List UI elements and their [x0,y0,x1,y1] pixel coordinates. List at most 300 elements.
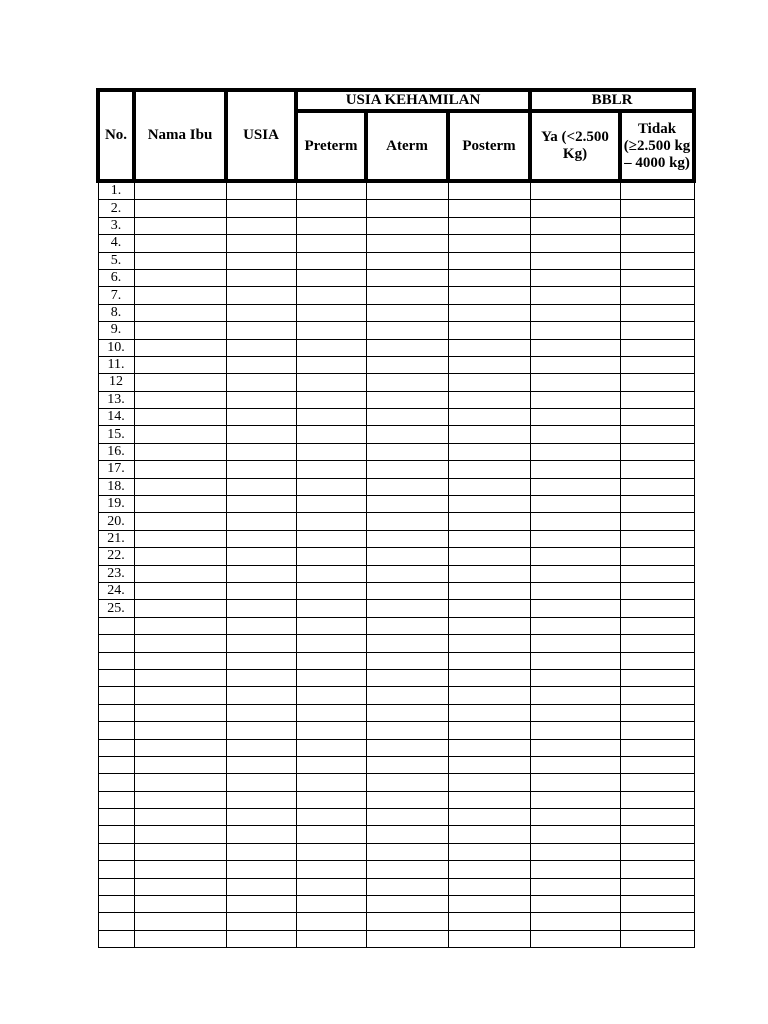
table-cell[interactable] [366,217,448,234]
table-cell[interactable] [366,565,448,582]
table-cell[interactable] [620,617,694,634]
table-cell[interactable] [366,356,448,373]
table-cell[interactable] [134,374,226,391]
table-cell[interactable] [134,356,226,373]
table-cell[interactable] [366,687,448,704]
table-cell[interactable] [620,513,694,530]
table-cell[interactable] [366,930,448,947]
table-cell[interactable] [226,687,296,704]
table-cell[interactable] [226,252,296,269]
table-cell[interactable] [620,635,694,652]
table-cell[interactable] [226,478,296,495]
table-cell[interactable] [134,669,226,686]
table-cell[interactable] [620,217,694,234]
table-cell[interactable] [620,756,694,773]
table-cell[interactable] [530,913,620,930]
table-cell[interactable] [620,843,694,860]
table-cell[interactable] [296,530,366,547]
table-cell[interactable] [134,513,226,530]
table-cell[interactable] [134,722,226,739]
table-cell[interactable] [620,652,694,669]
table-cell[interactable] [134,756,226,773]
table-cell[interactable] [134,861,226,878]
table-cell[interactable] [530,739,620,756]
table-cell[interactable] [226,722,296,739]
table-cell[interactable] [226,304,296,321]
table-cell[interactable] [226,756,296,773]
table-cell[interactable] [530,687,620,704]
table-cell[interactable] [530,635,620,652]
table-cell[interactable] [366,513,448,530]
table-cell[interactable] [620,687,694,704]
table-cell[interactable] [366,391,448,408]
table-cell[interactable] [620,478,694,495]
table-cell[interactable] [620,252,694,269]
table-cell[interactable] [226,565,296,582]
table-cell[interactable] [448,530,530,547]
table-cell[interactable] [448,304,530,321]
table-cell[interactable] [296,669,366,686]
table-cell[interactable] [530,200,620,217]
table-cell[interactable] [620,496,694,513]
table-cell[interactable] [296,181,366,200]
table-cell[interactable] [530,496,620,513]
table-cell[interactable] [296,635,366,652]
table-cell[interactable] [296,409,366,426]
table-cell[interactable] [296,235,366,252]
table-cell[interactable] [530,896,620,913]
table-cell[interactable] [448,669,530,686]
table-cell[interactable] [296,896,366,913]
table-cell[interactable] [620,861,694,878]
table-cell[interactable] [226,843,296,860]
table-cell[interactable] [530,774,620,791]
table-cell[interactable] [448,181,530,200]
table-cell[interactable] [296,617,366,634]
table-cell[interactable] [366,426,448,443]
table-cell[interactable] [530,582,620,599]
table-cell[interactable] [226,443,296,460]
table-cell[interactable] [620,356,694,373]
table-cell[interactable] [448,878,530,895]
table-cell[interactable] [448,809,530,826]
table-cell[interactable] [448,339,530,356]
table-cell[interactable] [134,287,226,304]
table-cell[interactable] [296,861,366,878]
table-cell[interactable] [296,461,366,478]
table-cell[interactable] [226,617,296,634]
table-cell[interactable] [620,287,694,304]
table-cell[interactable] [226,287,296,304]
table-cell[interactable] [134,443,226,460]
table-cell[interactable] [134,791,226,808]
table-cell[interactable] [366,181,448,200]
table-cell[interactable] [296,687,366,704]
table-cell[interactable] [530,339,620,356]
table-cell[interactable] [296,600,366,617]
table-cell[interactable] [530,652,620,669]
table-cell[interactable] [366,878,448,895]
table-cell[interactable] [226,530,296,547]
table-cell[interactable] [620,322,694,339]
table-cell[interactable] [448,791,530,808]
table-cell[interactable] [448,478,530,495]
table-cell[interactable] [296,443,366,460]
table-cell[interactable] [448,269,530,286]
table-cell[interactable] [620,269,694,286]
table-cell[interactable] [530,843,620,860]
table-cell[interactable] [530,426,620,443]
table-cell[interactable] [530,391,620,408]
table-cell[interactable] [448,600,530,617]
table-cell[interactable] [226,322,296,339]
table-cell[interactable] [530,826,620,843]
table-cell[interactable] [226,496,296,513]
table-cell[interactable] [296,565,366,582]
table-cell[interactable] [366,913,448,930]
table-cell[interactable] [530,513,620,530]
table-cell[interactable] [134,496,226,513]
table-cell[interactable] [366,478,448,495]
table-cell[interactable] [296,774,366,791]
table-cell[interactable] [296,478,366,495]
table-cell[interactable] [448,565,530,582]
table-cell[interactable] [226,878,296,895]
table-cell[interactable] [296,826,366,843]
table-cell[interactable] [296,322,366,339]
table-cell[interactable] [448,252,530,269]
table-cell[interactable] [226,635,296,652]
table-cell[interactable] [620,200,694,217]
table-cell[interactable] [226,217,296,234]
table-cell[interactable] [448,235,530,252]
table-cell[interactable] [134,181,226,200]
table-cell[interactable] [620,409,694,426]
table-cell[interactable] [448,461,530,478]
table-cell[interactable] [226,652,296,669]
table-cell[interactable] [366,722,448,739]
table-cell[interactable] [134,617,226,634]
table-cell[interactable] [366,339,448,356]
table-cell[interactable] [366,496,448,513]
table-cell[interactable] [296,930,366,947]
table-cell[interactable] [296,809,366,826]
table-cell[interactable] [620,826,694,843]
table-cell[interactable] [366,252,448,269]
table-cell[interactable] [366,600,448,617]
table-cell[interactable] [296,304,366,321]
table-cell[interactable] [366,374,448,391]
table-cell[interactable] [448,409,530,426]
table-cell[interactable] [530,669,620,686]
table-cell[interactable] [296,878,366,895]
table-cell[interactable] [448,287,530,304]
table-cell[interactable] [530,252,620,269]
table-cell[interactable] [226,600,296,617]
table-cell[interactable] [530,461,620,478]
table-cell[interactable] [134,896,226,913]
table-cell[interactable] [134,826,226,843]
table-cell[interactable] [134,774,226,791]
table-cell[interactable] [134,878,226,895]
table-cell[interactable] [448,739,530,756]
table-cell[interactable] [134,582,226,599]
table-cell[interactable] [134,635,226,652]
table-cell[interactable] [134,548,226,565]
table-cell[interactable] [296,652,366,669]
table-cell[interactable] [530,217,620,234]
table-cell[interactable] [134,704,226,721]
table-cell[interactable] [448,913,530,930]
table-cell[interactable] [134,426,226,443]
table-cell[interactable] [530,374,620,391]
table-cell[interactable] [226,339,296,356]
table-cell[interactable] [226,391,296,408]
table-cell[interactable] [296,843,366,860]
table-cell[interactable] [296,756,366,773]
table-cell[interactable] [134,913,226,930]
table-cell[interactable] [366,652,448,669]
table-cell[interactable] [226,181,296,200]
table-cell[interactable] [226,896,296,913]
table-cell[interactable] [448,617,530,634]
table-cell[interactable] [134,478,226,495]
table-cell[interactable] [296,582,366,599]
table-cell[interactable] [530,617,620,634]
table-cell[interactable] [226,809,296,826]
table-cell[interactable] [620,582,694,599]
table-cell[interactable] [296,791,366,808]
table-cell[interactable] [448,582,530,599]
table-cell[interactable] [366,826,448,843]
table-cell[interactable] [134,843,226,860]
table-cell[interactable] [448,756,530,773]
table-cell[interactable] [620,374,694,391]
table-cell[interactable] [226,704,296,721]
table-cell[interactable] [620,774,694,791]
table-cell[interactable] [448,513,530,530]
table-cell[interactable] [448,930,530,947]
table-cell[interactable] [620,565,694,582]
table-cell[interactable] [296,391,366,408]
table-cell[interactable] [448,774,530,791]
table-cell[interactable] [620,443,694,460]
table-cell[interactable] [448,704,530,721]
table-cell[interactable] [530,809,620,826]
table-cell[interactable] [620,896,694,913]
table-cell[interactable] [448,687,530,704]
table-cell[interactable] [226,409,296,426]
table-cell[interactable] [134,252,226,269]
table-cell[interactable] [366,200,448,217]
table-cell[interactable] [448,217,530,234]
table-cell[interactable] [134,530,226,547]
table-cell[interactable] [296,704,366,721]
table-cell[interactable] [448,391,530,408]
table-cell[interactable] [134,930,226,947]
table-cell[interactable] [366,843,448,860]
table-cell[interactable] [620,304,694,321]
table-cell[interactable] [366,461,448,478]
table-cell[interactable] [530,322,620,339]
table-cell[interactable] [296,356,366,373]
table-cell[interactable] [620,739,694,756]
table-cell[interactable] [226,461,296,478]
table-cell[interactable] [226,913,296,930]
table-cell[interactable] [530,269,620,286]
table-cell[interactable] [226,513,296,530]
table-cell[interactable] [530,878,620,895]
table-cell[interactable] [134,687,226,704]
table-cell[interactable] [530,530,620,547]
table-cell[interactable] [530,704,620,721]
table-cell[interactable] [226,582,296,599]
table-cell[interactable] [134,269,226,286]
table-cell[interactable] [530,443,620,460]
table-cell[interactable] [226,739,296,756]
table-cell[interactable] [296,252,366,269]
table-cell[interactable] [530,478,620,495]
table-cell[interactable] [226,826,296,843]
table-cell[interactable] [366,756,448,773]
table-cell[interactable] [530,756,620,773]
table-cell[interactable] [296,496,366,513]
table-cell[interactable] [530,722,620,739]
table-cell[interactable] [366,635,448,652]
table-cell[interactable] [530,409,620,426]
table-cell[interactable] [448,200,530,217]
table-cell[interactable] [620,704,694,721]
table-cell[interactable] [620,391,694,408]
table-cell[interactable] [134,200,226,217]
table-cell[interactable] [366,617,448,634]
table-cell[interactable] [620,791,694,808]
table-cell[interactable] [296,217,366,234]
table-cell[interactable] [530,930,620,947]
table-cell[interactable] [366,304,448,321]
table-cell[interactable] [226,791,296,808]
table-cell[interactable] [448,843,530,860]
table-cell[interactable] [620,878,694,895]
table-cell[interactable] [448,826,530,843]
table-cell[interactable] [296,913,366,930]
table-cell[interactable] [134,600,226,617]
table-cell[interactable] [448,496,530,513]
table-cell[interactable] [366,235,448,252]
table-cell[interactable] [448,652,530,669]
table-cell[interactable] [448,896,530,913]
table-cell[interactable] [226,356,296,373]
table-cell[interactable] [620,809,694,826]
table-cell[interactable] [296,269,366,286]
table-cell[interactable] [366,409,448,426]
table-cell[interactable] [448,635,530,652]
table-cell[interactable] [530,548,620,565]
table-cell[interactable] [296,339,366,356]
table-cell[interactable] [296,722,366,739]
table-cell[interactable] [134,409,226,426]
table-cell[interactable] [366,548,448,565]
table-cell[interactable] [296,548,366,565]
table-cell[interactable] [620,548,694,565]
table-cell[interactable] [134,391,226,408]
table-cell[interactable] [530,791,620,808]
table-cell[interactable] [620,530,694,547]
table-cell[interactable] [620,930,694,947]
table-cell[interactable] [530,181,620,200]
table-cell[interactable] [448,356,530,373]
table-cell[interactable] [366,739,448,756]
table-cell[interactable] [448,722,530,739]
table-cell[interactable] [296,739,366,756]
table-cell[interactable] [134,565,226,582]
table-cell[interactable] [366,269,448,286]
table-cell[interactable] [620,181,694,200]
table-cell[interactable] [530,861,620,878]
table-cell[interactable] [530,235,620,252]
table-cell[interactable] [366,530,448,547]
table-cell[interactable] [226,861,296,878]
table-cell[interactable] [134,652,226,669]
table-cell[interactable] [448,374,530,391]
table-cell[interactable] [366,704,448,721]
table-cell[interactable] [620,339,694,356]
table-cell[interactable] [448,861,530,878]
table-cell[interactable] [226,374,296,391]
table-cell[interactable] [296,374,366,391]
table-cell[interactable] [620,913,694,930]
table-cell[interactable] [366,443,448,460]
table-cell[interactable] [366,896,448,913]
table-cell[interactable] [620,600,694,617]
table-cell[interactable] [296,200,366,217]
table-cell[interactable] [448,322,530,339]
table-cell[interactable] [530,287,620,304]
table-cell[interactable] [530,565,620,582]
table-cell[interactable] [296,426,366,443]
table-cell[interactable] [620,235,694,252]
table-cell[interactable] [530,600,620,617]
table-cell[interactable] [296,287,366,304]
table-cell[interactable] [620,461,694,478]
table-cell[interactable] [296,513,366,530]
table-cell[interactable] [366,669,448,686]
table-cell[interactable] [134,809,226,826]
table-cell[interactable] [134,739,226,756]
table-cell[interactable] [134,322,226,339]
table-cell[interactable] [226,269,296,286]
table-cell[interactable] [366,809,448,826]
table-cell[interactable] [366,791,448,808]
table-cell[interactable] [620,722,694,739]
table-cell[interactable] [226,200,296,217]
table-cell[interactable] [448,548,530,565]
table-cell[interactable] [620,669,694,686]
table-cell[interactable] [134,304,226,321]
table-cell[interactable] [134,461,226,478]
table-cell[interactable] [448,426,530,443]
table-cell[interactable] [366,322,448,339]
table-cell[interactable] [366,774,448,791]
table-cell[interactable] [530,304,620,321]
table-cell[interactable] [366,582,448,599]
table-cell[interactable] [448,443,530,460]
table-cell[interactable] [366,287,448,304]
table-cell[interactable] [134,217,226,234]
table-cell[interactable] [134,339,226,356]
table-cell[interactable] [226,548,296,565]
table-cell[interactable] [620,426,694,443]
